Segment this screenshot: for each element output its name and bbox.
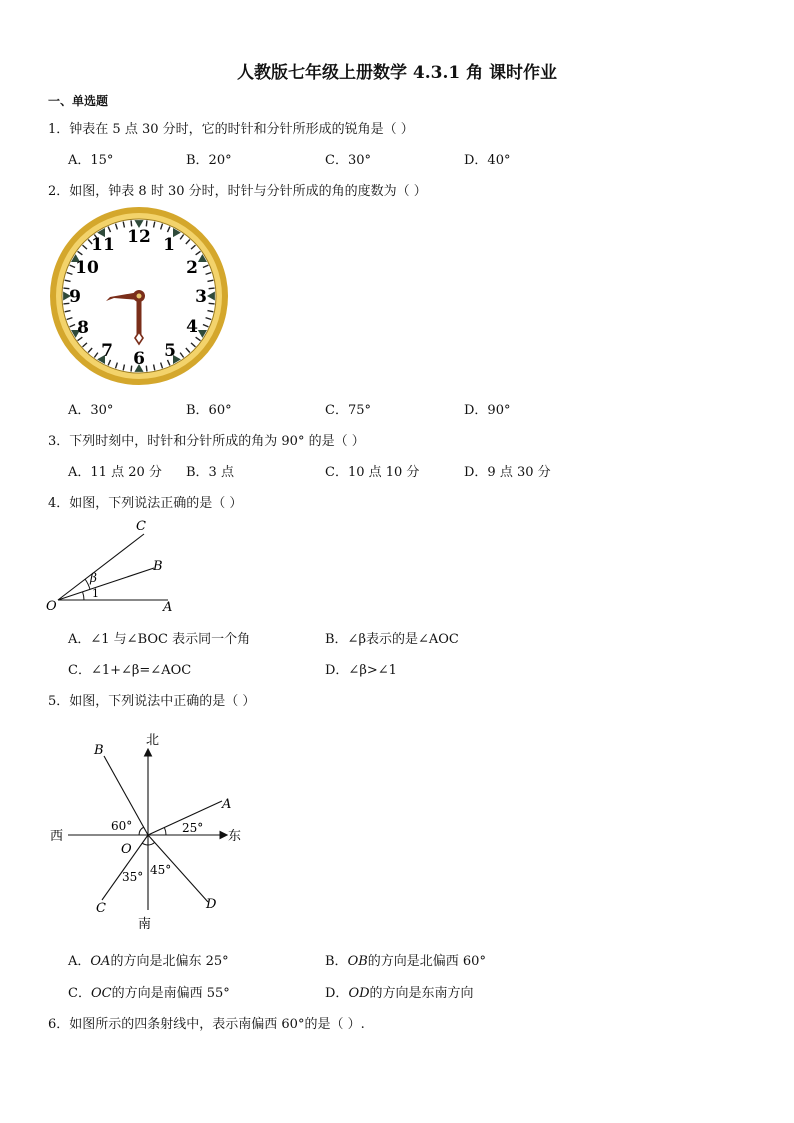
- clock-number-3: 3: [195, 287, 207, 307]
- q4-option-d: D．∠β>∠1: [325, 663, 397, 678]
- angle-45-arc: [148, 842, 155, 845]
- clock-number-5: 5: [164, 341, 176, 361]
- ray-oc: [58, 534, 144, 600]
- q2-option-b: B．60°: [186, 403, 232, 418]
- option-text: 的方向是南偏西 55°: [111, 986, 230, 1001]
- label-a: A: [222, 797, 232, 812]
- label-east: 东: [228, 829, 242, 844]
- label-beta: β: [90, 571, 97, 585]
- label-o: O: [121, 842, 132, 857]
- ray-ob: [58, 568, 154, 600]
- angle-60-arc: [139, 827, 144, 835]
- question-text: 如图，钟表 8 时 30 分时，时针与分针所成的角的度数为（ ）: [69, 184, 427, 199]
- q2-option-d: D．90°: [464, 403, 511, 418]
- page-title: 人教版七年级上册数学 4.3.1 角 课时作业: [236, 63, 558, 83]
- clock-minute-tick: [146, 220, 147, 226]
- option-text: 的方向是东南方向: [369, 986, 474, 1001]
- q3-option-a: A．11 点 20 分: [68, 465, 162, 480]
- question-text: 钟表在 5 点 30 分时，它的时针和分针所形成的锐角是（ ）: [69, 122, 414, 137]
- clock-figure: [48, 205, 230, 387]
- question-1: [48, 118, 414, 137]
- question-number: 3．: [48, 434, 70, 449]
- clock-number-7: 7: [101, 341, 113, 361]
- option-ray: OA: [90, 954, 111, 969]
- label-60: 60°: [111, 819, 133, 833]
- q4-option-b: B．∠β表示的是∠AOC: [325, 632, 459, 647]
- clock-number-11: 11: [91, 235, 115, 255]
- clock-center-cap: [137, 294, 142, 299]
- q4-option-a: A．∠1 与∠BOC 表示同一个角: [68, 632, 251, 647]
- clock-number-10: 10: [75, 258, 99, 278]
- q1-option-b: B．20°: [186, 153, 232, 168]
- option-letter: D．: [325, 986, 349, 1001]
- option-letter: A．: [68, 954, 91, 969]
- label-35: 35°: [122, 870, 144, 884]
- q3-option-b: B．3 点: [186, 465, 234, 480]
- q1-option-c: C．30°: [325, 153, 371, 168]
- q2-option-c: C．75°: [325, 403, 371, 418]
- question-6: [48, 1013, 365, 1032]
- question-number: 1．: [48, 122, 70, 137]
- label-west: 西: [50, 829, 64, 844]
- label-o: O: [46, 599, 57, 614]
- option-ray: OB: [347, 954, 368, 969]
- label-north: 北: [146, 733, 160, 748]
- q2-option-a: A．30°: [68, 403, 114, 418]
- label-25: 25°: [182, 821, 204, 835]
- clock-minute-tick: [131, 220, 132, 226]
- question-text: 如图所示的四条射线中，表示南偏西 60°的是（ ）.: [69, 1017, 365, 1032]
- clock-number-12: 12: [127, 227, 151, 247]
- label-c: C: [96, 901, 106, 916]
- question-number: 5．: [48, 694, 70, 709]
- section-heading: 一、单选题: [48, 94, 109, 108]
- clock-minute-tick: [146, 366, 147, 372]
- label-d: D: [206, 897, 217, 912]
- label-angle-1: 1: [92, 587, 99, 600]
- clock-minute-tick: [209, 288, 215, 289]
- q5-option-a: [68, 950, 229, 969]
- question-text: 下列时刻中，时针和分针所成的角为 90° 的是（ ）: [69, 434, 365, 449]
- label-c: C: [136, 519, 146, 534]
- question-5: [48, 690, 255, 709]
- label-a: A: [163, 600, 173, 615]
- clock-minute-tick: [131, 366, 132, 372]
- option-letter: B．: [325, 954, 348, 969]
- clock-minute-tick: [209, 303, 215, 304]
- option-text: 的方向是北偏西 60°: [367, 954, 486, 969]
- q5-option-b: [325, 950, 486, 969]
- question-number: 2．: [48, 184, 70, 199]
- question-number: 6．: [48, 1017, 70, 1032]
- angle-35-arc: [142, 843, 148, 845]
- option-text: 的方向是北偏东 25°: [110, 954, 229, 969]
- clock-number-2: 2: [186, 258, 198, 278]
- q5-option-c: [68, 982, 230, 1001]
- option-ray: OC: [90, 986, 112, 1001]
- q1-option-a: A．15°: [68, 153, 114, 168]
- q3-option-c: C．10 点 10 分: [325, 465, 420, 480]
- clock-number-9: 9: [69, 287, 81, 307]
- label-b: B: [94, 743, 104, 758]
- angle-1-arc: [83, 592, 84, 600]
- q1-option-d: D．40°: [464, 153, 511, 168]
- clock-number-4: 4: [186, 317, 198, 337]
- question-number: 4．: [48, 496, 70, 511]
- q4-option-c: C．∠1+∠β=∠AOC: [68, 663, 192, 678]
- label-south: 南: [138, 917, 152, 932]
- clock-number-1: 1: [163, 235, 175, 255]
- label-45: 45°: [150, 863, 172, 877]
- question-text: 如图，下列说法中正确的是（ ）: [69, 694, 256, 709]
- angle-figure: [40, 514, 190, 618]
- compass-figure: [40, 722, 260, 938]
- option-letter: C．: [68, 986, 91, 1001]
- clock-number-8: 8: [77, 318, 89, 338]
- clock-number-6: 6: [133, 349, 145, 369]
- question-3: [48, 430, 365, 449]
- question-4: [48, 492, 242, 511]
- question-text: 如图，下列说法正确的是（ ）: [69, 496, 243, 511]
- angle-25-arc: [164, 828, 166, 835]
- label-b: B: [153, 559, 163, 574]
- q3-option-d: D．9 点 30 分: [464, 465, 551, 480]
- option-ray: OD: [348, 986, 370, 1001]
- question-2: [48, 180, 427, 199]
- q5-option-d: [325, 982, 474, 1001]
